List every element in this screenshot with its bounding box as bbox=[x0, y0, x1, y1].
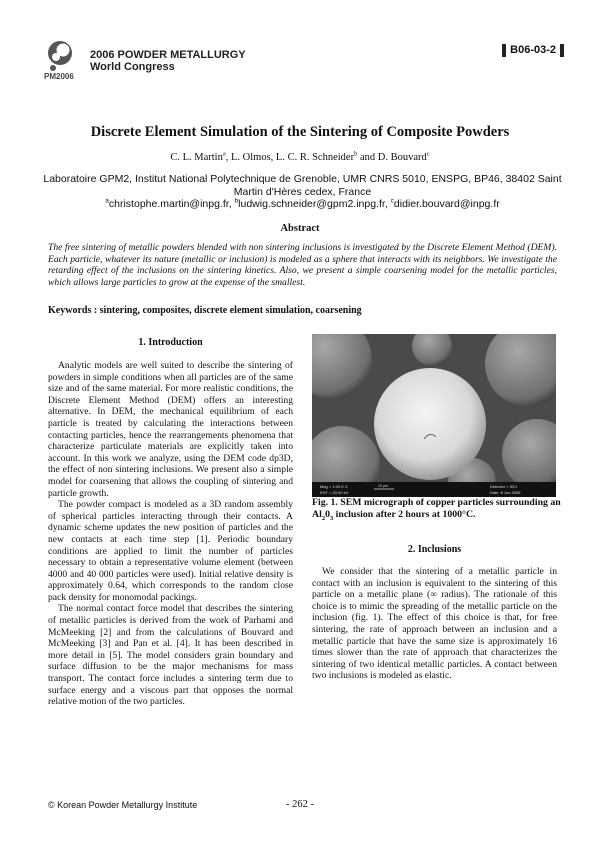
page-number: - 262 - bbox=[286, 799, 314, 810]
paragraph: The normal contact force model that describes the sintering of metallic particles is derived from the work of Parhami and McMeeking [2] and from the calculations of Bouvard and McMeeking [3] and Pan et al. [4]. It has been described in more detail in [5]. The model considers grain boundary and surface diffusion to be the major mechanisms for mass transport. The contact force includes a sintering term due to surface energy and a viscous part that opposes the normal relative motion of the two particles. bbox=[48, 603, 293, 708]
conference-name bbox=[90, 49, 246, 73]
paper-title: Discrete Element Simulation of the Sintering of Composite Powders bbox=[90, 124, 510, 140]
affiliation-line-2: Martin d'Hères cedex, France bbox=[233, 185, 372, 198]
author: D. Bouvard$^c$ bbox=[377, 150, 430, 163]
author: C. L. Martin$^a$, bbox=[170, 150, 231, 163]
section-heading-inclusions: 2. Inclusions bbox=[407, 544, 462, 555]
author: L. C. R. Schneider$^b$ and bbox=[275, 150, 378, 163]
paper-code: B06-03-2 bbox=[502, 44, 564, 57]
sem-label-detector: Detector = SE1 bbox=[490, 484, 518, 489]
sem-label-eht: EHT = 20.00 kV bbox=[320, 490, 349, 495]
email-link[interactable]: didier.bouvard@inpg.fr bbox=[393, 198, 500, 210]
abstract-text: The free sintering of metallic powders blended with non sintering inclusions is investigated by the Discrete Element Method (DEM). Each particle, whatever its nature (metallic or inclusion) is modeled as a sphere that interacts with its neighbors. We investigate the retarding effect of the inclusions on the sintering kinetics. Also, we present a simple coarsening model for the metallic particles, which allows large particles to grow at the expense of the smallest. bbox=[48, 242, 557, 288]
affiliation-line-1: Laboratoire GPM2, Institut National Polytechnique de Grenoble, UMR CNRS 5010, ENSPG, BP46, 38402 Saint bbox=[43, 173, 562, 185]
paragraph: The powder compact is modeled as a 3D random assembly of spherical particles interacting through their contacts. A dynamic scheme updates the new position of particles and the new contacts at each time step [1]. Periodic boundary conditions are applied to limit the number of particles necessary to obtain a representative volume element (between 4000 and 40 000 particles were used). Initial relative density is approximately 0.64, which corresponds to the random close pack density for monomodal packings. bbox=[48, 499, 293, 603]
introduction-body bbox=[48, 360, 293, 708]
sem-scale-bar: 10 μm bbox=[378, 484, 388, 488]
conference-line-2: World Congress bbox=[90, 61, 175, 73]
paragraph: Analytic models are well suited to describe the sintering of powders in simple conditions when all particles are of the same size and of the same material. For more realistic conditions, the Discrete Element Method (DEM) offers an interesting alternative. In DEM, the mechanical equilibrium of each particle is treated by calculating the interactions between contacting particles, hence the rearrangements phenomena that characterize particulate materials are explicitly taken into account. In this work we analyze, using the DEM code dp3D, the effect of non sintering inclusions. We present also a simple model for coarsening that allows the coupling of sintering and particle growth. bbox=[48, 360, 293, 499]
inclusions-body bbox=[312, 566, 557, 682]
conference-line-1: 2006 POWDER METALLURGY bbox=[90, 49, 246, 61]
author: L. Olmos, bbox=[231, 152, 276, 163]
sem-label-date: Date :6 Jun 2006 bbox=[490, 490, 521, 495]
abstract-heading: Abstract bbox=[280, 223, 320, 234]
sem-micrograph bbox=[312, 334, 556, 497]
figure-caption: Fig. 1. SEM micrograph of copper particles surrounding an $Al_20_3$ inclusion after 2 hours at 1000°C. bbox=[312, 497, 561, 522]
section-heading-introduction: 1. Introduction bbox=[138, 337, 203, 348]
email-list: $^a$christophe.martin@inpg.fr, $^b$ludwig.schneider@gpm2.inpg.fr, $^c$didier.bouvard@inpg.fr bbox=[105, 197, 500, 210]
affiliation bbox=[40, 173, 565, 211]
keywords: Keywords : sintering, composites, discrete element simulation, coarsening bbox=[48, 305, 362, 316]
logo-text: PM2006 bbox=[44, 72, 74, 81]
sem-label-mag: Mag = 1.00 K X bbox=[320, 484, 348, 489]
copyright: © Korean Powder Metallurgy Institute bbox=[48, 800, 198, 810]
author-list bbox=[0, 152, 600, 163]
email-link[interactable]: ludwig.schneider@gpm2.inpg.fr bbox=[238, 198, 385, 210]
email-link[interactable]: christophe.martin@inpg.fr bbox=[108, 198, 229, 210]
paragraph: We consider that the sintering of a metallic particle in contact with an inclusion is equivalent to the sintering of this particle on a metallic plane (∞ radius). The rationale of this choice is to mimic the spreading of the metallic particle on the inclusion (fig. 1). The effect of this choice is that, for free sintering, the rate of approach between an inclusion and a metallic particle that have the same size is approximately 16 times slower than the rate of approach that characterizes the sintering of two identical metallic particles. A contact between two inclusions is modeled as elastic. bbox=[312, 566, 557, 682]
